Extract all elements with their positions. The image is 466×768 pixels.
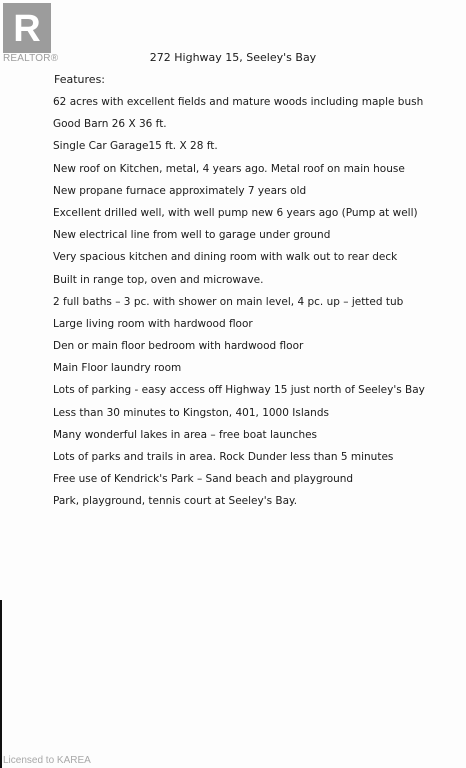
feature-item: Built in range top, oven and microwave. bbox=[53, 273, 264, 286]
feature-item: New roof on Kitchen, metal, 4 years ago. Metal roof on main house bbox=[53, 162, 405, 175]
feature-item: Single Car Garage15 ft. X 28 ft. bbox=[53, 140, 218, 153]
realtor-wordmark: REALTOR® bbox=[3, 53, 59, 64]
feature-item: Lots of parking - easy access off Highway 15 just north of Seeley's Bay bbox=[53, 384, 425, 397]
license-watermark: Licensed to KAREA bbox=[3, 755, 91, 766]
feature-item: Very spacious kitchen and dining room with walk out to rear deck bbox=[53, 251, 398, 264]
feature-item: New propane furnace approximately 7 years old bbox=[53, 184, 307, 197]
scan-edge-divider bbox=[0, 600, 2, 768]
feature-list bbox=[53, 94, 425, 516]
feature-item: Main Floor laundry room bbox=[53, 362, 182, 375]
feature-item: Den or main floor bedroom with hardwood floor bbox=[53, 340, 304, 353]
feature-item: Many wonderful lakes in area – free boat launches bbox=[53, 428, 318, 441]
feature-item: Less than 30 minutes to Kingston, 401, 1000 Islands bbox=[53, 406, 329, 419]
realtor-logo-icon bbox=[3, 3, 51, 53]
feature-item: New electrical line from well to garage under ground bbox=[53, 229, 331, 242]
feature-item: 2 full baths – 3 pc. with shower on main level, 4 pc. up – jetted tub bbox=[53, 295, 404, 308]
property-title: 272 Highway 15, Seeley's Bay bbox=[149, 51, 317, 64]
feature-item: Free use of Kendrick's Park – Sand beach and playground bbox=[53, 473, 354, 486]
features-heading: Features: bbox=[54, 73, 106, 86]
feature-item: Lots of parks and trails in area. Rock Dunder less than 5 minutes bbox=[53, 451, 394, 463]
feature-item: Excellent drilled well, with well pump new 6 years ago (Pump at well) bbox=[53, 206, 418, 219]
feature-item: Park, playground, tennis court at Seeley's Bay. bbox=[53, 495, 298, 508]
feature-item: Large living room with hardwood floor bbox=[53, 317, 253, 330]
logo-letter: R bbox=[13, 8, 41, 50]
feature-item: Good Barn 26 X 36 ft. bbox=[53, 118, 167, 131]
feature-item: 62 acres with excellent fields and mature woods including maple bush bbox=[53, 96, 424, 108]
